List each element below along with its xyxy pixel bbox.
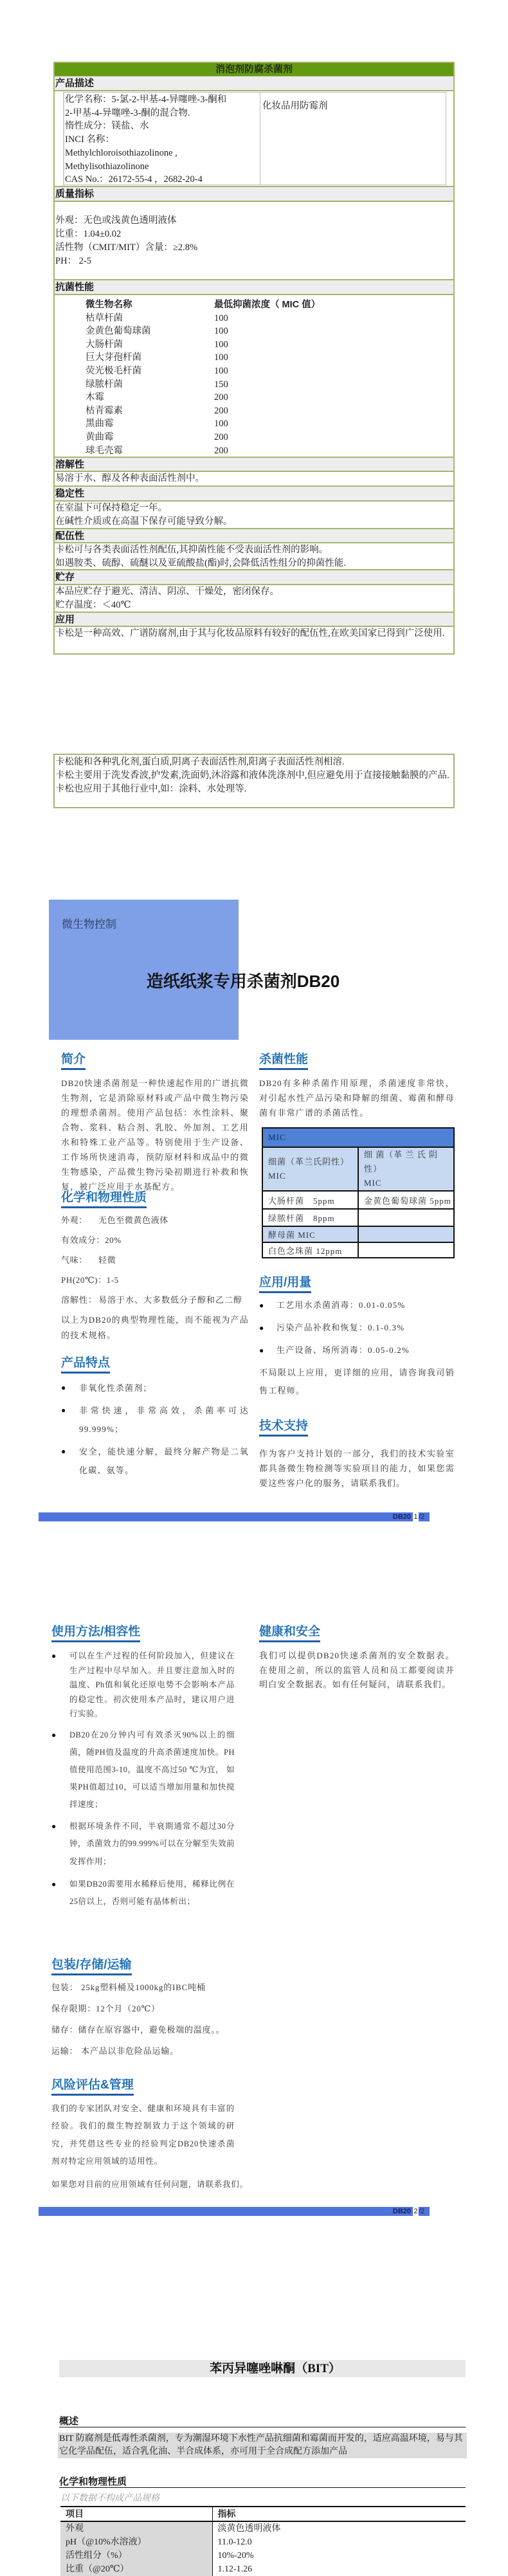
column-header-mic: 最低抑菌浓度（ MIC 值） bbox=[214, 300, 321, 310]
dosage-note: 不局限以上应用，更详细的应用，请咨询我司销售工程师。 bbox=[259, 1368, 455, 1395]
table-row bbox=[60, 2521, 466, 2535]
bullet-icon: ● bbox=[61, 1406, 66, 1415]
bullet-icon: ● bbox=[61, 1447, 66, 1456]
table-row bbox=[55, 391, 453, 404]
description-line: 惰性成分：镁盐、水 bbox=[65, 121, 149, 132]
quality-content bbox=[55, 202, 453, 280]
packaging-label: 包装： bbox=[51, 1982, 78, 1992]
heading-health: 健康和安全 bbox=[259, 1624, 320, 1642]
table-row bbox=[55, 325, 453, 338]
column-header-item: 项目 bbox=[60, 2507, 212, 2521]
packaging-label: 保存限期： bbox=[51, 2004, 96, 2013]
mic-row bbox=[262, 1242, 454, 1258]
solubility-content bbox=[55, 472, 453, 487]
bullet-icon: ● bbox=[259, 1323, 264, 1332]
description-table bbox=[63, 92, 446, 185]
dosage-item bbox=[259, 1321, 455, 1335]
organism-cell: 荧光极毛杆菌 bbox=[86, 365, 141, 376]
mic-cell: 200 bbox=[214, 405, 228, 416]
column-header-spec: 指标 bbox=[212, 2507, 466, 2521]
note-line: 卡松能和各种乳化剂,蛋白质,阴离子表面活性剂,阳离子表面活性剂相溶. bbox=[55, 757, 345, 767]
table-header-row bbox=[55, 298, 453, 312]
storage-content bbox=[55, 585, 453, 613]
mic-cell: 大肠杆菌 5ppm bbox=[262, 1191, 358, 1209]
table-row bbox=[55, 404, 453, 418]
heading-intro: 简介 bbox=[61, 1052, 86, 1070]
note-line: 卡松主要用于洗发香波,护发素,洗面奶,沐浴露和液体洗涤剂中,但应避免用于直接接触黏膜的产品. bbox=[55, 770, 449, 781]
properties-note: 以上为DB20的典型物理性能，而不能视为产品的技术规格。 bbox=[61, 1315, 249, 1340]
property-row bbox=[61, 1233, 249, 1253]
packaging-label: 储存： bbox=[51, 2025, 78, 2035]
description-line: Methylisothiazolinone bbox=[65, 161, 149, 172]
organism-cell: 巨大芽孢杆菌 bbox=[86, 352, 141, 363]
heading-risk: 风险评估&管理 bbox=[51, 2078, 134, 2096]
stability-content bbox=[55, 502, 453, 529]
packaging-label: 运输： bbox=[51, 2046, 78, 2056]
organism-cell: 绿脓杆菌 bbox=[86, 379, 123, 390]
usage-cell: 化妆品用防霉剂 bbox=[262, 101, 328, 111]
dosage-item bbox=[259, 1343, 455, 1357]
footer-product: DB20 bbox=[39, 1512, 413, 1521]
mic-cell: 100 bbox=[214, 326, 228, 337]
mic-header-row bbox=[262, 1147, 454, 1191]
table-row bbox=[60, 2549, 466, 2562]
storage-line: 本品应贮存于避光、清洁、阴凉、干燥处，密闭保存。 bbox=[55, 586, 279, 597]
mic-title-cell: MIC bbox=[262, 1128, 454, 1147]
spec-cell: 淡黄色透明液体 bbox=[217, 2524, 281, 2534]
bullet-icon: ● bbox=[51, 1651, 57, 1660]
property-row bbox=[61, 1293, 249, 1313]
mic-cell bbox=[358, 1226, 454, 1242]
page-footer bbox=[39, 2207, 430, 2216]
compatibility-line: 如遇胺类、硫醇、硫醚以及亚硫酸盐(酯)时,会降低活性组分的抑菌性能. bbox=[55, 558, 346, 568]
mic-cell: 金黄色葡萄球菌 5ppm bbox=[358, 1191, 454, 1209]
packaging-row bbox=[51, 1981, 235, 2002]
features-list bbox=[61, 1379, 249, 1480]
spec-cell: 10%-20% bbox=[217, 2551, 254, 2561]
dosage-text: 生产设备、场所消毒：0.05-0.2% bbox=[277, 1345, 410, 1355]
table-row bbox=[55, 365, 453, 378]
property-value: 20% bbox=[105, 1235, 122, 1245]
mic-header-cell bbox=[262, 1147, 358, 1191]
intro-paragraph: DB20快速杀菌剂是一种快速起作用的广谱抗微生物剂，它是消除原材料或产品中微生物污染的理想杀菌剂。使用产品包括：水性涂料、聚合物、浆料、粘合剂、乳胶、外加剂、工艺用水和特殊工业产品等。特别使用于生产设备、工作场所快速消毒，预防原材料和成品中的微生物感染，产品微生物污染初期进行补救和恢复，被广泛应用于水基配方。 bbox=[61, 1078, 249, 1192]
table-row bbox=[60, 2535, 466, 2549]
item-cell: 外观 bbox=[60, 2521, 212, 2535]
description-line: 化学名称：5-氯-2-甲基-4-异噻唑-3-酮和 bbox=[65, 95, 227, 105]
compatibility-line: 卡松可与各类表面活性剂配伍,其抑菌性能不受表面活性剂的影响。 bbox=[55, 545, 329, 555]
organism-cell: 大肠杆菌 bbox=[86, 339, 123, 350]
footer-product: DB20 bbox=[39, 2207, 413, 2216]
mic-cell: 200 bbox=[214, 392, 228, 403]
product-title: 造纸纸浆专用杀菌剂DB20 bbox=[146, 972, 340, 991]
bit-title: 苯丙异噻唑啉酮（BIT） bbox=[59, 2360, 466, 2377]
feature-text: 非氧化性杀菌剂； bbox=[79, 1383, 152, 1393]
table-header-row bbox=[60, 2507, 466, 2521]
mic-row bbox=[262, 1191, 454, 1209]
usage-item bbox=[51, 1818, 235, 1871]
category-label: 微生物控制 bbox=[62, 918, 116, 930]
quality-line: 比重：1.04±0.02 bbox=[55, 229, 122, 239]
stability-line: 在室温下可保持稳定一年。 bbox=[55, 503, 167, 513]
mic-cell: 酵母菌 MIC bbox=[262, 1226, 358, 1242]
section-heading-application: 应用 bbox=[55, 613, 453, 627]
table-row bbox=[55, 417, 453, 431]
packaging-value: 25kg塑料桶及1000kg的IBC吨桶 bbox=[81, 1982, 206, 1992]
organism-cell: 黄曲霉 bbox=[86, 431, 114, 442]
table-row bbox=[55, 351, 453, 365]
description-line: 2-甲基-4-异噻唑-3-酮的混合物. bbox=[65, 107, 190, 118]
properties-list bbox=[61, 1213, 249, 1313]
packaging-row bbox=[51, 2002, 235, 2023]
footer-page-total: /2 bbox=[419, 2207, 430, 2216]
packaging-row bbox=[51, 2044, 235, 2065]
usage-text: 可以在生产过程的任何阶段加入，但建议在生产过程中尽早加入。并且要注意加入时的温度、Ph值和氧化还原电势不会影响本产品的稳定性。初次使用本产品时，建议用户进行实验。 bbox=[69, 1651, 235, 1718]
usage-text: DB20在20分钟内可有效杀灭90%以上的细菌，随PH值及温度的升高杀菌速度加快。PH值使用范围3-10，温度不高过50 ℃为宜， 如果PH值超过10，可以适当增加用量和加快搅拌速度； bbox=[69, 1730, 235, 1809]
feature-text: 安全，能快速分解，最终分解产物是二氧化碳、氨等。 bbox=[79, 1447, 249, 1475]
quality-line: 外观：无色或浅黄色透明液体 bbox=[55, 215, 177, 226]
description-line: Methylchloroisothiazolinone , bbox=[65, 147, 177, 158]
property-label: 外观： bbox=[61, 1215, 87, 1225]
bullet-icon: ● bbox=[51, 1730, 57, 1739]
feature-item bbox=[61, 1442, 249, 1480]
stability-line: 在碱性介质或在高温下保存可能导致分解。 bbox=[55, 516, 233, 527]
mic-row bbox=[262, 1209, 454, 1226]
mic-cell: 绿脓杆菌 8ppm bbox=[262, 1209, 358, 1226]
solubility-line: 易溶于水、醇及各种表面活性剂中。 bbox=[55, 473, 204, 484]
heading-efficacy: 杀菌性能 bbox=[259, 1052, 308, 1070]
usage-text: 如果DB20需要用水稀释后使用，稀释比例在25倍以上，否则可能有晶体析出； bbox=[69, 1880, 235, 1906]
item-cell: 活性组分（%） bbox=[60, 2549, 212, 2562]
table-row bbox=[55, 312, 453, 325]
mic-row bbox=[262, 1226, 454, 1242]
heading-features: 产品特点 bbox=[61, 1356, 110, 1374]
mic-title-row bbox=[262, 1128, 454, 1147]
mic-cell: 100 bbox=[214, 419, 228, 430]
table-row bbox=[55, 444, 453, 458]
heading-bit-properties: 化学和物理性质 bbox=[59, 2476, 466, 2488]
property-label: PH(20℃)： bbox=[61, 1275, 107, 1285]
page-footer bbox=[39, 1512, 430, 1521]
section-heading-antibacterial: 抗菌性能 bbox=[55, 280, 453, 295]
feature-item bbox=[61, 1379, 249, 1397]
spec-cell: 11.0-12.0 bbox=[217, 2537, 252, 2547]
property-row bbox=[61, 1273, 249, 1293]
section-heading-description: 产品描述 bbox=[55, 77, 453, 91]
bullet-icon: ● bbox=[259, 1301, 264, 1310]
risk-contact: 如果您对目前的应用领域有任何问题，请联系我们。 bbox=[51, 2180, 248, 2189]
footer-page-number: 2 bbox=[413, 2208, 418, 2215]
property-label: 有效成分： bbox=[61, 1235, 105, 1245]
dosage-text: 工艺用水杀菌消毒：0.01-0.05% bbox=[277, 1300, 406, 1310]
storage-line: 贮存温度：＜40℃ bbox=[55, 600, 131, 610]
sheet-title: 消泡剂防腐杀菌剂 bbox=[55, 62, 453, 77]
mic-table bbox=[262, 1127, 455, 1258]
mic-header-text: 细 菌（革 兰 氏 阴 性） bbox=[364, 1150, 439, 1174]
organism-cell: 球毛壳霉 bbox=[86, 445, 123, 456]
mic-header-unit: MIC bbox=[364, 1178, 382, 1188]
mic-header-unit: MIC bbox=[268, 1171, 286, 1181]
compatibility-content bbox=[55, 543, 453, 570]
bullet-icon: ● bbox=[51, 1821, 57, 1831]
mic-cell bbox=[358, 1209, 454, 1226]
property-label: 溶解性： bbox=[61, 1295, 98, 1305]
dosage-item bbox=[259, 1298, 455, 1312]
mic-cell: 200 bbox=[214, 431, 228, 442]
quality-line: 活性物（CMIT/MIT）含量：≥2.8% bbox=[55, 242, 198, 253]
kathon-notes-box bbox=[53, 754, 455, 808]
property-value: 无色至微黄色液体 bbox=[98, 1215, 168, 1225]
property-value: 轻微 bbox=[98, 1255, 116, 1265]
bullet-icon: ● bbox=[61, 1383, 66, 1392]
table-row bbox=[55, 378, 453, 392]
disclaimer-note: 以下数据不构成产品规格 bbox=[60, 2494, 159, 2503]
efficacy-paragraph: DB20有多种杀菌作用原理，杀菌速度非常快，对引起水性产品污染和降解的细菌、霉菌和酵母菌有非常广谱的杀菌活性。 bbox=[259, 1078, 455, 1118]
overview-paragraph: BIT 防腐剂是低毒性杀菌剂，专为潮湿环境下水性产品抗细菌和霉菌而开发的，适应高温环境，易与其它化学品配伍，适合乳化油、半合成体系，亦可用于全合成配方添加产品 bbox=[58, 2433, 467, 2458]
property-value: 易溶于水、大多数低分子醇和乙二醇 bbox=[98, 1295, 243, 1305]
application-content: 卡松是一种高效、广谱防腐剂,由于其与化妆品原料有较好的配伍性,在欧美国家已得到广泛使用. bbox=[55, 627, 453, 655]
description-line: INCI 名称： bbox=[65, 134, 114, 145]
dosage-list bbox=[259, 1298, 455, 1357]
mic-cell: 白色念珠菌 12ppm bbox=[262, 1242, 358, 1258]
chemical-info-cell bbox=[64, 93, 260, 185]
section-heading-compatibility: 配伍性 bbox=[55, 529, 453, 543]
section-heading-quality: 质量指标 bbox=[55, 187, 453, 202]
usage-text: 根据环境条件不同，半衰期通常不超过30分钟，杀菌效力的99.999%可以在分解至失效前发挥作用； bbox=[69, 1821, 235, 1866]
kathon-spec-sheet bbox=[53, 62, 455, 655]
section-heading-storage: 贮存 bbox=[55, 570, 453, 585]
description-line: CAS No.：26172-55-4 ，2682-20-4 bbox=[65, 174, 203, 185]
item-cell: pH（@10%水溶液） bbox=[60, 2535, 212, 2549]
bit-properties-table bbox=[60, 2506, 466, 2576]
table-row bbox=[55, 338, 453, 352]
heading-dosage: 应用/用量 bbox=[259, 1275, 311, 1293]
item-cell: 比重（@20℃） bbox=[60, 2562, 212, 2576]
heading-overview: 概述 bbox=[59, 2416, 466, 2427]
health-paragraph: 我们可以提供DB20快速杀菌剂的安全数据表。在使用之前，所以的监管人员和员工都要阅读并明白安全数据表。如有任何疑问，请联系我们。 bbox=[259, 1651, 455, 1689]
mic-cell: 100 bbox=[214, 365, 228, 376]
support-paragraph: 作为客户支持计划的一部分，我们的技术实验室都具备微生物检测等实验项目的能力，如果您需要这些客户化的服务，请联系我们。 bbox=[259, 1449, 455, 1488]
column-header-organism: 微生物名称 bbox=[86, 300, 132, 310]
footer-page-number: 1 bbox=[413, 1513, 418, 1521]
mic-cell: 100 bbox=[214, 313, 228, 323]
usage-item bbox=[51, 1649, 235, 1721]
organism-cell: 枯青霉素 bbox=[86, 405, 123, 416]
organism-cell: 黑曲霉 bbox=[86, 419, 114, 430]
mic-cell: 150 bbox=[214, 379, 228, 390]
section-heading-solubility: 溶解性 bbox=[55, 458, 453, 472]
bullet-icon: ● bbox=[259, 1346, 264, 1355]
organism-cell: 木霉 bbox=[86, 392, 104, 403]
mic-cell: 100 bbox=[214, 339, 228, 350]
packaging-row bbox=[51, 2023, 235, 2044]
heading-properties: 化学和物理性质 bbox=[61, 1190, 147, 1208]
packaging-value: 12个月（20℃） bbox=[96, 2004, 160, 2013]
table-row bbox=[60, 2562, 466, 2576]
mic-header-text: 细菌（革兰氏阴性） bbox=[268, 1157, 350, 1166]
mic-cell bbox=[358, 1242, 454, 1258]
spec-cell: 1.12-1.26 bbox=[217, 2564, 253, 2574]
mic-cell: 100 bbox=[214, 352, 228, 363]
heading-support: 技术支持 bbox=[259, 1419, 308, 1437]
note-line: 卡松也应用于其他行业中,如：涂料、水处理等. bbox=[55, 784, 247, 794]
property-value: 1-5 bbox=[106, 1275, 119, 1285]
heading-packaging: 包装/存储/运输 bbox=[51, 1957, 132, 1975]
risk-paragraph: 我们的专家团队对安全、健康和环境具有丰富的经验。我们的微生物控制致力于这个领域的研究，并凭借这些专业的经验判定DB20快速杀菌剂对特定应用领域的适用性。 bbox=[51, 2104, 235, 2166]
feature-item bbox=[61, 1401, 249, 1438]
usage-list bbox=[51, 1649, 235, 1910]
property-row bbox=[61, 1213, 249, 1233]
table-row bbox=[55, 431, 453, 444]
packaging-value: 储存在原容器中，避免极端的温度。。 bbox=[78, 2025, 225, 2035]
organism-cell: 枯草杆菌 bbox=[86, 313, 123, 323]
usage-item bbox=[51, 1727, 235, 1813]
usage-item bbox=[51, 1876, 235, 1910]
antibacterial-table bbox=[55, 295, 453, 458]
description-content bbox=[55, 92, 453, 187]
packaging-value: 本产品以非危险品运输。 bbox=[81, 2046, 179, 2056]
footer-page-total: /2 bbox=[419, 1512, 430, 1521]
heading-usage: 使用方法/相容性 bbox=[51, 1624, 140, 1642]
packaging-list bbox=[51, 1981, 235, 2065]
feature-text: 非常快速，非常高效，杀菌率可达99.999%； bbox=[79, 1406, 249, 1434]
dosage-text: 污染产品补救和恢复：0.1-0.3% bbox=[277, 1323, 405, 1332]
organism-cell: 金黄色葡萄球菌 bbox=[86, 326, 151, 337]
bullet-icon: ● bbox=[51, 1880, 57, 1889]
property-label: 气味： bbox=[61, 1255, 87, 1265]
property-row bbox=[61, 1253, 249, 1273]
quality-line: PH： 2-5 bbox=[55, 256, 91, 266]
mic-header-cell bbox=[358, 1147, 454, 1191]
mic-cell: 200 bbox=[214, 445, 228, 456]
section-heading-stability: 稳定性 bbox=[55, 487, 453, 502]
